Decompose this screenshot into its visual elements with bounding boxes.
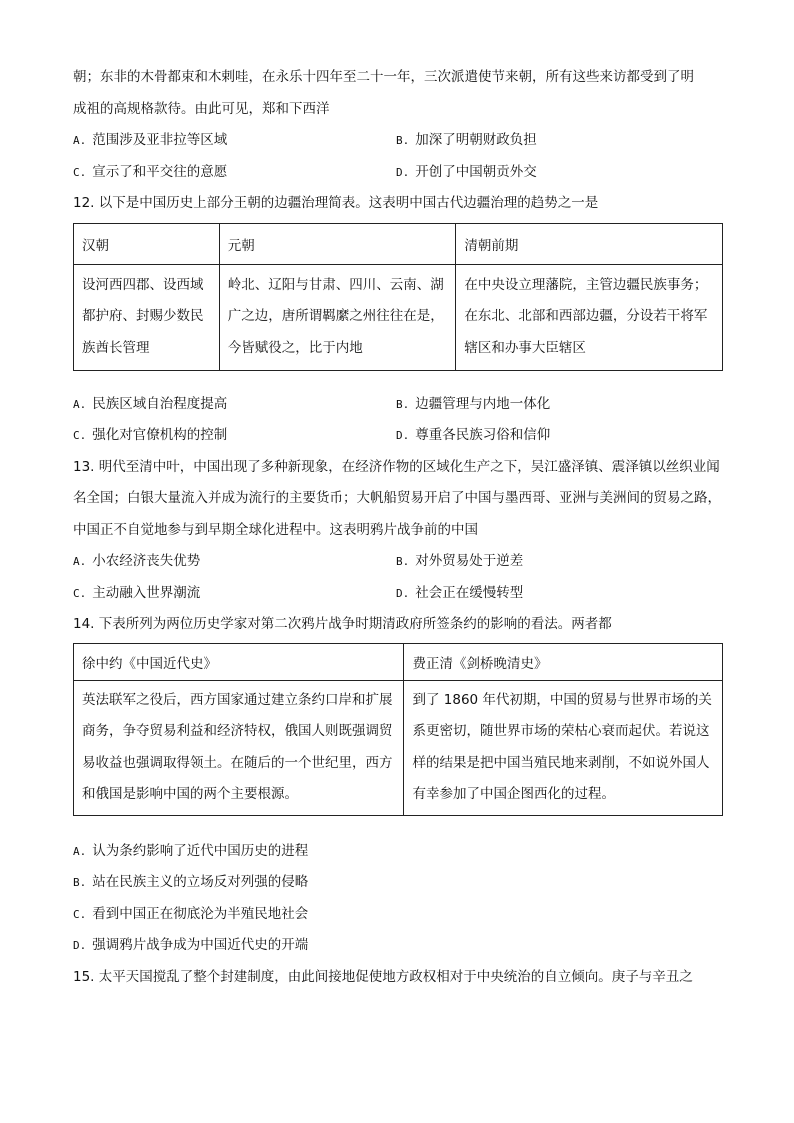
q11-option-a[interactable]: A. 范围涉及亚非拉等区域 [73, 132, 228, 148]
q12-cell-qing: 在中央设立理藩院，主管边疆民族事务；在东北、北部和西部边疆，分设若干将军辖区和办事大臣辖区 [456, 264, 723, 370]
q12-option-c[interactable]: C. 强化对官僚机构的控制 [73, 427, 228, 443]
q11-options-row-1 [73, 125, 723, 157]
exam-page [73, 62, 723, 993]
q14-option-a[interactable]: A. 认为条约影响了近代中国历史的进程 [73, 842, 309, 859]
q11-stem-line-1: 朝；东非的木骨都束和木剌哇，在永乐十四年至二十一年，三次派遣使节来朝，所有这些来访都受到了明 [73, 69, 694, 85]
q12-options-row-1 [73, 389, 723, 421]
q13-option-d[interactable]: D. 社会正在缓慢转型 [396, 584, 524, 601]
q13-options-row-1 [73, 546, 723, 578]
q14-cell-fei: 到了 1860 年代初期，中国的贸易与世界市场的关系更密切，随世界市场的荣枯心衰而起伏。若说这样的结果是把中国当殖民地来剥削，不如说外国人有幸参加了中国企图西化的过程。 [404, 680, 723, 815]
q12-stem: 12. 以下是中国历史上部分王朝的边疆治理简表。这表明中国古代边疆治理的趋势之一是 [73, 195, 599, 211]
q14-header-fei: 费正清《剑桥晚清史》 [404, 643, 723, 680]
q12-header-yuan: 元朝 [219, 223, 456, 264]
q12-header-han: 汉朝 [74, 223, 220, 264]
q12-option-b[interactable]: B. 边疆管理与内地一体化 [396, 395, 551, 412]
q14-cell-xu: 英法联军之役后，西方国家通过建立条约口岸和扩展商务，争夺贸易利益和经济特权，俄国人则既强调贸易收益也强调取得领土。在随后的一个世纪里，西方和俄国是影响中国的两个主要根源。 [74, 680, 404, 815]
q14-option-c[interactable]: C. 看到中国正在彻底沦为半殖民地社会 [73, 905, 309, 922]
q13-stem: 13. 明代至清中叶，中国出现了多种新现象，在经济作物的区域化生产之下，吴江盛泽镇、震泽镇以丝织业闻名全国；白银大量流入并成为流行的主要货币；大帆船贸易开启了中国与墨西哥、亚洲与美洲间的贸易之路，中国正不自觉地参与到早期全球化进程中。这表明鸦片战争前的中国 [73, 458, 721, 538]
q13-option-b[interactable]: B. 对外贸易处于逆差 [396, 553, 524, 569]
q14-table-header-row [74, 643, 723, 680]
q12-cell-han: 设河西四郡、设西域都护府、封赐少数民族酋长管理 [74, 264, 220, 370]
question-14 [73, 609, 723, 962]
q14-option-b[interactable]: B. 站在民族主义的立场反对列强的侵略 [73, 874, 309, 890]
question-12 [73, 188, 723, 452]
q12-cell-yuan: 岭北、辽阳与甘肃、四川、云南、湖广之边，唐所谓羁縻之州往往在是，今皆赋役之，比于内地 [219, 264, 456, 370]
q12-table-header-row [74, 223, 723, 264]
q12-table-body-row [74, 264, 723, 370]
q13-option-c[interactable]: C. 主动融入世界潮流 [73, 584, 201, 601]
q14-stem: 14. 下表所列为两位历史学家对第二次鸦片战争时期清政府所签条约的影响的看法。两者都 [73, 616, 612, 632]
q13-options-row-2 [73, 578, 723, 610]
q14-option-d[interactable]: D. 强调鸦片战争成为中国近代史的开端 [73, 937, 309, 953]
q14-table [73, 643, 723, 816]
q14-header-xu: 徐中约《中国近代史》 [74, 643, 404, 680]
q14-table-body-row [74, 680, 723, 815]
q11-stem-line-2: 成祖的高规格款待。由此可见，郑和下西洋 [73, 100, 330, 117]
q12-table [73, 223, 723, 371]
q12-option-d[interactable]: D. 尊重各民族习俗和信仰 [396, 427, 551, 443]
question-11-tail [73, 62, 723, 188]
q15-stem: 15. 太平天国搅乱了整个封建制度，由此间接地促使地方政权相对于中央统治的自立倾向。庚子与辛丑之 [73, 968, 693, 985]
q11-option-b[interactable]: B. 加深了明朝财政负担 [396, 132, 537, 148]
q12-options-row-2 [73, 420, 723, 452]
q13-option-a[interactable]: A. 小农经济丧失优势 [73, 553, 201, 569]
question-13 [73, 452, 723, 610]
q12-option-a[interactable]: A. 民族区域自治程度提高 [73, 395, 228, 412]
q11-option-d[interactable]: D. 开创了中国朝贡外交 [396, 163, 537, 180]
question-15 [73, 962, 723, 994]
q11-options-row-2 [73, 157, 723, 189]
q11-option-c[interactable]: C. 宣示了和平交往的意愿 [73, 163, 228, 180]
q12-header-qing: 清朝前期 [456, 223, 723, 264]
